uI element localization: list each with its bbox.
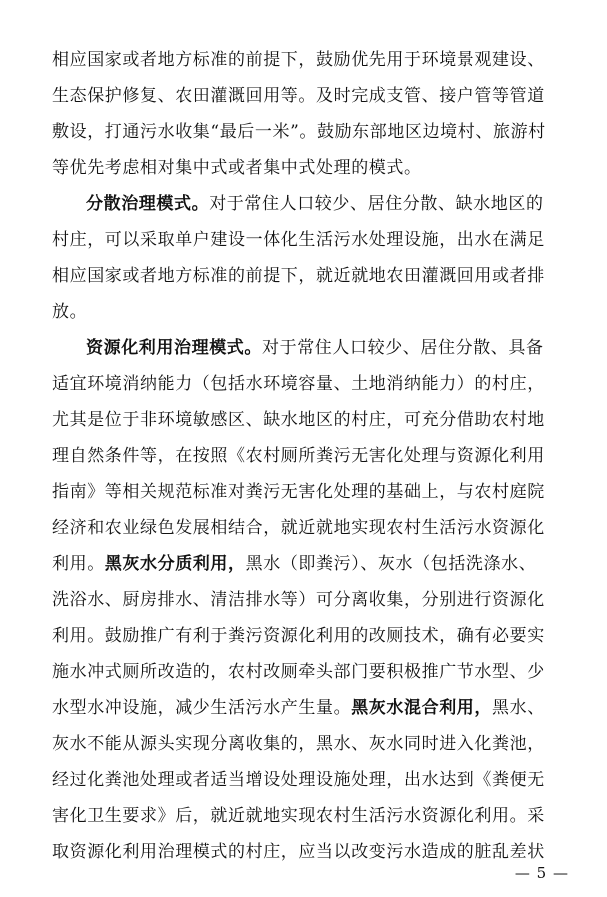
text-segment: 黑水（即粪污）、灰水（包括洗涤水、	[245, 554, 537, 574]
text-segment: 利用。	[52, 554, 105, 574]
text-line-1: 相应国家或者地方标准的前提下，鼓励优先用于环境景观建设、	[52, 50, 545, 70]
text-line-6: 村庄，可以采取单户建设一体化生活污水处理设施，出水在满足	[52, 230, 545, 250]
text-line-22: 害化卫生要求》后，就近就地实现农村生活污水资源化利用。采	[52, 806, 545, 826]
text-line-19	[52, 692, 562, 724]
heading-blackgray-mixed: 黑灰水混合利用，	[351, 698, 493, 718]
heading-dispersed-mode: 分散治理模式。	[86, 194, 210, 214]
paragraph-resource-first-line	[86, 332, 562, 364]
text-line-20: 灰水不能从源头实现分离收集的，黑水、灰水同时进入化粪池，	[52, 734, 545, 754]
text-line-17: 利用。鼓励推广有利于粪污资源化利用的改厕技术，确有必要实	[52, 626, 545, 646]
page-number: — 5 —	[514, 864, 569, 882]
heading-blackgray-separate: 黑灰水分质利用，	[104, 554, 246, 574]
paragraph-dispersed-first-line	[86, 188, 562, 220]
text-segment: 水型水冲设施，减少生活污水产生量。	[52, 698, 352, 718]
text-line-18: 施水冲式厕所改造的，农村改厕牵头部门要积极推广节水型、少	[52, 662, 545, 682]
text-line-8: 放。	[52, 302, 88, 322]
text-segment: 对于常住人口较少、居住分散、缺水地区的	[209, 194, 544, 214]
text-segment: 对于常住人口较少、居住分散、具备	[262, 338, 544, 358]
text-line-16: 洗浴水、厨房排水、清洁排水等）可分离收集，分别进行资源化	[52, 590, 545, 610]
text-line-4: 等优先考虑相对集中式或者集中式处理的模式。	[52, 158, 422, 178]
text-line-21: 经过化粪池处理或者适当增设处理设施处理，出水达到《粪便无	[52, 770, 545, 790]
text-line-15	[52, 548, 562, 580]
heading-resource-mode: 资源化利用治理模式。	[86, 338, 262, 358]
text-line-14: 经济和农业绿色发展相结合，就近就地实现农村生活污水资源化	[52, 518, 545, 538]
text-line-7: 相应国家或者地方标准的前提下，就近就地农田灌溉回用或者排	[52, 266, 545, 286]
text-line-13: 指南》等相关规范标准对粪污无害化处理的基础上，与农村庭院	[52, 482, 545, 502]
text-line-23: 取资源化利用治理模式的村庄，应当以改变污水造成的脏乱差状	[52, 842, 545, 862]
text-line-10: 适宜环境消纳能力（包括水环境容量、土地消纳能力）的村庄，	[52, 374, 545, 394]
text-line-11: 尤其是位于非环境敏感区、缺水地区的村庄，可充分借助农村地	[52, 410, 545, 430]
text-line-3: 敷设，打通污水收集“最后一米”。鼓励东部地区边境村、旅游村	[52, 122, 546, 142]
text-line-2: 生态保护修复、农田灌溉回用等。及时完成支管、接户管等管道	[52, 86, 545, 106]
text-line-12: 理自然条件等，在按照《农村厕所粪污无害化处理与资源化利用	[52, 446, 545, 466]
text-segment: 黑水、	[492, 698, 545, 718]
